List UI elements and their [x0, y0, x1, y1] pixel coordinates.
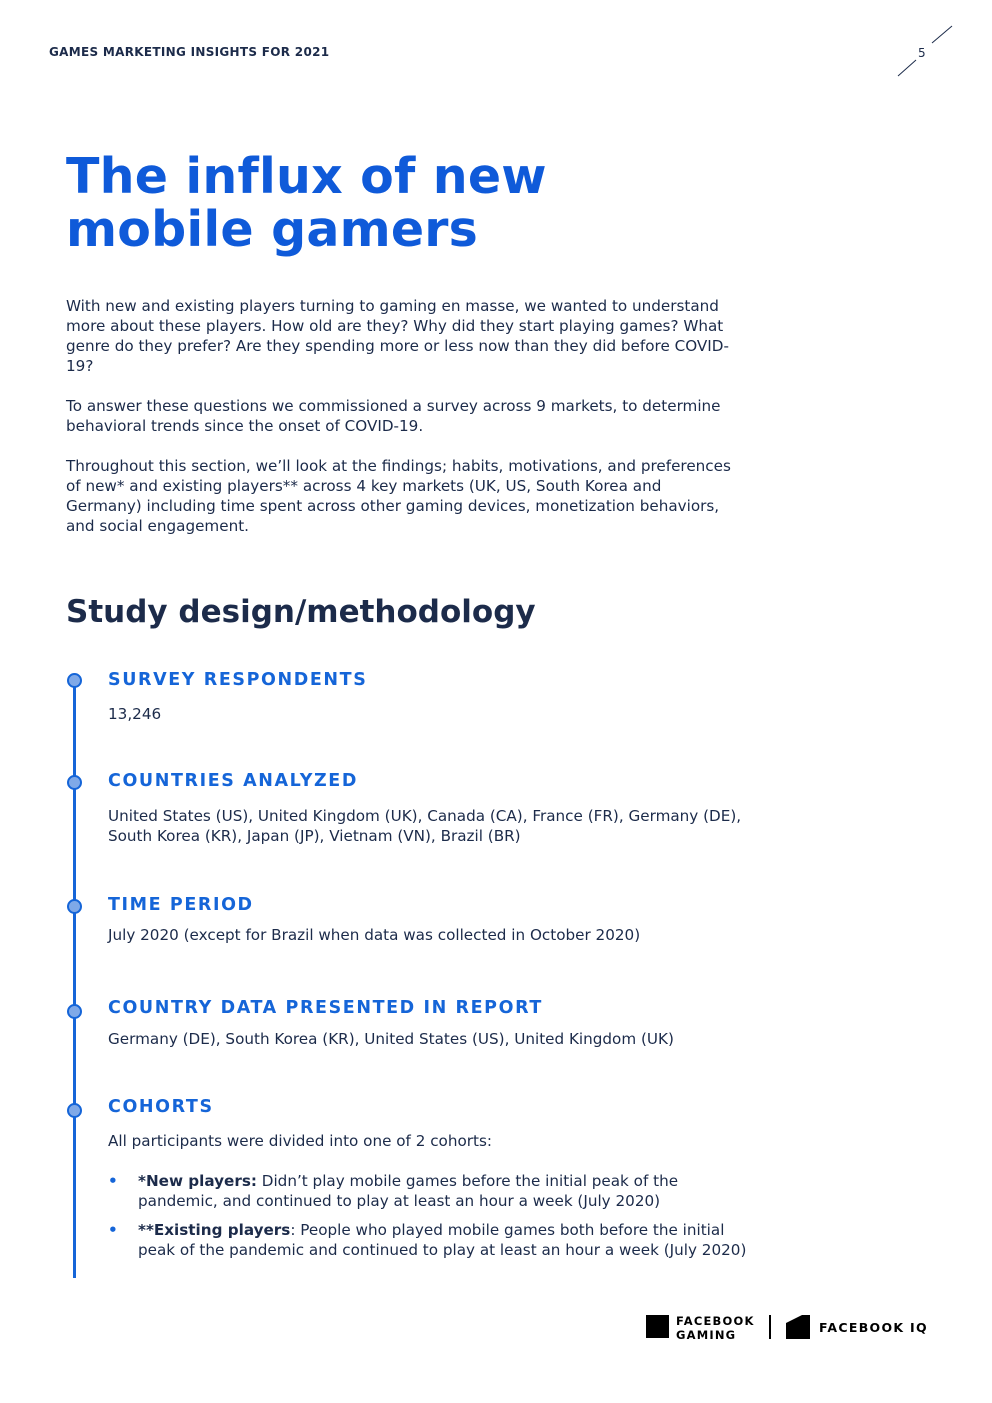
section-title-respondents: SURVEY RESPONDENTS — [108, 670, 368, 690]
page-number: 5 — [918, 46, 926, 60]
intro-paragraph: With new and existing players turning to gaming en masse, we wanted to understand more about these players. How old are they? Why did they start playing games? What genre do they prefer? Are they spending more or less now than they did before COVID-19? — [66, 297, 729, 375]
section-body-cohorts: All participants were divided into one of 2 cohorts: — [108, 1132, 492, 1150]
facebook-iq-wordmark: FACEBOOK IQ — [819, 1320, 928, 1335]
bullet-icon: • — [108, 1221, 118, 1239]
section-body-country-data: Germany (DE), South Korea (KR), United States (US), United Kingdom (UK) — [108, 1030, 674, 1048]
facebook-gaming-line-2: GAMING — [676, 1328, 737, 1342]
intro-paragraph: To answer these questions we commissioned a survey across 9 markets, to determine behavioral trends since the onset of COVID-19. — [66, 397, 721, 435]
section-title-country-data: COUNTRY DATA PRESENTED IN REPORT — [108, 998, 543, 1018]
page-title — [66, 150, 626, 256]
methodology-heading: Study design/methodology — [66, 594, 536, 630]
section-body-time-period: July 2020 (except for Brazil when data was collected in October 2020) — [108, 926, 641, 944]
section-body-respondents: 13,246 — [108, 705, 162, 723]
facebook-gaming-wordmark — [676, 1314, 766, 1342]
footer-divider — [769, 1315, 771, 1339]
timeline-dot — [67, 775, 82, 790]
cohort-label: **Existing players — [138, 1221, 291, 1239]
intro-paragraph: Throughout this section, we’ll look at the findings; habits, motivations, and preferences of new* and existing players** across 4 key markets (UK, US, South Korea and Germany) including time spent across other gaming devices, monetization behaviors, and social engagement. — [66, 457, 731, 535]
section-title-time-period: TIME PERIOD — [108, 895, 254, 915]
bullet-icon: • — [108, 1172, 118, 1190]
section-title-countries: COUNTRIES ANALYZED — [108, 771, 358, 791]
timeline-dot — [67, 673, 82, 688]
corner-slash-decoration — [896, 24, 956, 80]
facebook-iq-logo-icon — [786, 1315, 810, 1339]
facebook-gaming-line-1: FACEBOOK — [676, 1314, 755, 1328]
cohort-description: : People who played mobile games both before the initial peak of the pandemic and continued to play at least an hour a week (July 2020) — [138, 1221, 747, 1259]
timeline-dot — [67, 1004, 82, 1019]
timeline-line — [73, 681, 76, 1278]
timeline-dot — [67, 1103, 82, 1118]
cohort-label: *New players: — [138, 1172, 257, 1190]
page-title-line-2: mobile gamers — [66, 201, 479, 258]
section-title-cohorts: COHORTS — [108, 1097, 214, 1117]
cohort-text — [138, 1220, 758, 1260]
section-body-countries: United States (US), United Kingdom (UK), Canada (CA), France (FR), Germany (DE), South Korea (KR), Japan (JP), Vietnam (VN), Brazil (BR) — [108, 807, 742, 845]
timeline-dot — [67, 899, 82, 914]
page-title-line-1: The influx of new — [66, 148, 547, 205]
cohort-text — [138, 1171, 758, 1211]
facebook-gaming-logo-icon — [646, 1315, 669, 1338]
report-title: GAMES MARKETING INSIGHTS FOR 2021 — [49, 45, 330, 59]
cohort-description: Didn’t play mobile games before the initial peak of the pandemic, and continued to play at least an hour a week (July 2020) — [138, 1172, 679, 1210]
